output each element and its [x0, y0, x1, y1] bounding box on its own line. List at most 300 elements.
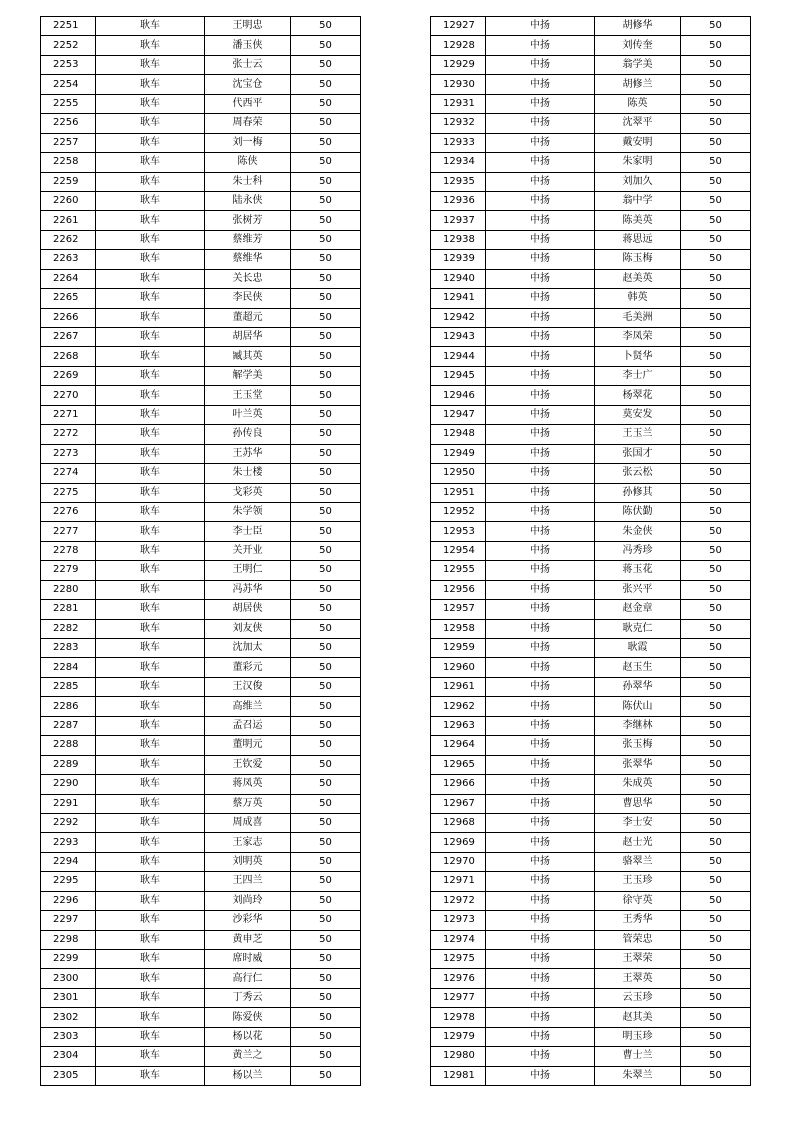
- row-number-cell: 12975: [431, 950, 486, 969]
- location-cell: 中扬: [486, 852, 595, 871]
- person-name-cell: 王秀华: [595, 911, 681, 930]
- location-cell: 中扬: [486, 211, 595, 230]
- amount-cell: 50: [291, 114, 361, 133]
- amount-cell: 50: [681, 852, 751, 871]
- location-cell: 耿车: [96, 852, 205, 871]
- table-row: [431, 561, 751, 580]
- row-number-cell: 12948: [431, 425, 486, 444]
- row-number-cell: 12969: [431, 833, 486, 852]
- amount-cell: 50: [291, 386, 361, 405]
- location-cell: 中扬: [486, 716, 595, 735]
- person-name-cell: 朱学领: [205, 502, 291, 521]
- person-name-cell: 王四兰: [205, 872, 291, 891]
- table-row: [431, 600, 751, 619]
- location-cell: 耿车: [96, 600, 205, 619]
- table-row: [431, 677, 751, 696]
- amount-cell: 50: [681, 794, 751, 813]
- person-name-cell: 刘尚玲: [205, 891, 291, 910]
- row-number-cell: 12974: [431, 930, 486, 949]
- table-row: [41, 94, 361, 113]
- person-name-cell: 蔡万英: [205, 794, 291, 813]
- location-cell: 耿车: [96, 114, 205, 133]
- amount-cell: 50: [291, 794, 361, 813]
- row-number-cell: 2279: [41, 561, 96, 580]
- amount-cell: 50: [291, 619, 361, 638]
- amount-cell: 50: [681, 269, 751, 288]
- person-name-cell: 代西平: [205, 94, 291, 113]
- location-cell: 耿车: [96, 289, 205, 308]
- amount-cell: 50: [291, 697, 361, 716]
- table-row: [431, 852, 751, 871]
- amount-cell: 50: [291, 736, 361, 755]
- table-row: [431, 969, 751, 988]
- amount-cell: 50: [681, 172, 751, 191]
- amount-cell: 50: [681, 191, 751, 210]
- row-number-cell: 12966: [431, 775, 486, 794]
- location-cell: 中扬: [486, 1027, 595, 1046]
- table-row: [431, 230, 751, 249]
- person-name-cell: 刘一梅: [205, 133, 291, 152]
- location-cell: 耿车: [96, 17, 205, 36]
- row-number-cell: 2290: [41, 775, 96, 794]
- location-cell: 中扬: [486, 658, 595, 677]
- row-number-cell: 2268: [41, 347, 96, 366]
- person-name-cell: 朱士科: [205, 172, 291, 191]
- table-row: [41, 1008, 361, 1027]
- location-cell: 中扬: [486, 36, 595, 55]
- table-row: [431, 755, 751, 774]
- person-name-cell: 孙修其: [595, 483, 681, 502]
- location-cell: 中扬: [486, 950, 595, 969]
- person-name-cell: 刘加久: [595, 172, 681, 191]
- row-number-cell: 2256: [41, 114, 96, 133]
- amount-cell: 50: [681, 1066, 751, 1085]
- row-number-cell: 2253: [41, 55, 96, 74]
- row-number-cell: 12939: [431, 250, 486, 269]
- amount-cell: 50: [681, 464, 751, 483]
- location-cell: 耿车: [96, 969, 205, 988]
- row-number-cell: 2261: [41, 211, 96, 230]
- location-cell: 中扬: [486, 600, 595, 619]
- person-name-cell: 胡修兰: [595, 75, 681, 94]
- row-number-cell: 2293: [41, 833, 96, 852]
- person-name-cell: 朱翠兰: [595, 1066, 681, 1085]
- location-cell: 耿车: [96, 833, 205, 852]
- amount-cell: 50: [681, 1027, 751, 1046]
- row-number-cell: 12968: [431, 813, 486, 832]
- table-row: [431, 328, 751, 347]
- table-row: [41, 172, 361, 191]
- row-number-cell: 12933: [431, 133, 486, 152]
- table-row: [431, 794, 751, 813]
- person-name-cell: 孙传良: [205, 425, 291, 444]
- person-name-cell: 李士安: [595, 813, 681, 832]
- location-cell: 耿车: [96, 930, 205, 949]
- table-row: [431, 483, 751, 502]
- amount-cell: 50: [291, 1066, 361, 1085]
- table-row: [41, 950, 361, 969]
- location-cell: 耿车: [96, 950, 205, 969]
- table-row: [431, 269, 751, 288]
- table-row: [431, 464, 751, 483]
- person-name-cell: 关长忠: [205, 269, 291, 288]
- person-name-cell: 李凤荣: [595, 328, 681, 347]
- row-number-cell: 12946: [431, 386, 486, 405]
- row-number-cell: 12965: [431, 755, 486, 774]
- amount-cell: 50: [681, 386, 751, 405]
- table-row: [431, 891, 751, 910]
- person-name-cell: 赵玉生: [595, 658, 681, 677]
- table-row: [41, 1027, 361, 1046]
- location-cell: 中扬: [486, 444, 595, 463]
- person-name-cell: 蒋思远: [595, 230, 681, 249]
- row-number-cell: 12944: [431, 347, 486, 366]
- location-cell: 中扬: [486, 405, 595, 424]
- row-number-cell: 12972: [431, 891, 486, 910]
- table-row: [431, 541, 751, 560]
- location-cell: 耿车: [96, 250, 205, 269]
- row-number-cell: 2285: [41, 677, 96, 696]
- row-number-cell: 12973: [431, 911, 486, 930]
- location-cell: 耿车: [96, 347, 205, 366]
- location-cell: 耿车: [96, 580, 205, 599]
- row-number-cell: 12935: [431, 172, 486, 191]
- row-number-cell: 12976: [431, 969, 486, 988]
- location-cell: 中扬: [486, 639, 595, 658]
- table-row: [41, 716, 361, 735]
- row-number-cell: 12936: [431, 191, 486, 210]
- amount-cell: 50: [291, 153, 361, 172]
- location-cell: 耿车: [96, 872, 205, 891]
- amount-cell: 50: [681, 289, 751, 308]
- location-cell: 中扬: [486, 697, 595, 716]
- row-number-cell: 12942: [431, 308, 486, 327]
- location-cell: 中扬: [486, 464, 595, 483]
- amount-cell: 50: [291, 405, 361, 424]
- location-cell: 中扬: [486, 172, 595, 191]
- location-cell: 中扬: [486, 153, 595, 172]
- row-number-cell: 2262: [41, 230, 96, 249]
- row-number-cell: 12949: [431, 444, 486, 463]
- person-name-cell: 沈加太: [205, 639, 291, 658]
- table-row: [41, 269, 361, 288]
- location-cell: 耿车: [96, 716, 205, 735]
- row-number-cell: 2284: [41, 658, 96, 677]
- location-cell: 耿车: [96, 658, 205, 677]
- amount-cell: 50: [681, 755, 751, 774]
- location-cell: 中扬: [486, 813, 595, 832]
- location-cell: 耿车: [96, 425, 205, 444]
- table-row: [41, 386, 361, 405]
- amount-cell: 50: [291, 833, 361, 852]
- row-number-cell: 2283: [41, 639, 96, 658]
- table-row: [41, 250, 361, 269]
- amount-cell: 50: [681, 230, 751, 249]
- location-cell: 耿车: [96, 94, 205, 113]
- table-row: [41, 464, 361, 483]
- location-cell: 中扬: [486, 1066, 595, 1085]
- person-name-cell: 席时威: [205, 950, 291, 969]
- table-row: [431, 619, 751, 638]
- person-name-cell: 莫安发: [595, 405, 681, 424]
- table-row: [41, 289, 361, 308]
- person-name-cell: 李士臣: [205, 522, 291, 541]
- person-name-cell: 张树芳: [205, 211, 291, 230]
- row-number-cell: 12961: [431, 677, 486, 696]
- table-row: [431, 114, 751, 133]
- table-row: [41, 483, 361, 502]
- location-cell: 耿车: [96, 366, 205, 385]
- amount-cell: 50: [681, 950, 751, 969]
- location-cell: 中扬: [486, 677, 595, 696]
- person-name-cell: 赵美英: [595, 269, 681, 288]
- amount-cell: 50: [291, 483, 361, 502]
- table-row: [431, 444, 751, 463]
- amount-cell: 50: [291, 716, 361, 735]
- table-row: [431, 639, 751, 658]
- location-cell: 耿车: [96, 619, 205, 638]
- location-cell: 耿车: [96, 405, 205, 424]
- person-name-cell: 孙翠华: [595, 677, 681, 696]
- amount-cell: 50: [681, 891, 751, 910]
- table-row: [41, 1047, 361, 1066]
- amount-cell: 50: [681, 17, 751, 36]
- location-cell: 中扬: [486, 930, 595, 949]
- person-name-cell: 刘传奎: [595, 36, 681, 55]
- location-cell: 耿车: [96, 891, 205, 910]
- row-number-cell: 2288: [41, 736, 96, 755]
- row-number-cell: 2298: [41, 930, 96, 949]
- table-row: [41, 794, 361, 813]
- location-cell: 中扬: [486, 1047, 595, 1066]
- location-cell: 耿车: [96, 444, 205, 463]
- table-row: [41, 658, 361, 677]
- amount-cell: 50: [681, 522, 751, 541]
- table-row: [431, 580, 751, 599]
- row-number-cell: 12931: [431, 94, 486, 113]
- location-cell: 耿车: [96, 988, 205, 1007]
- person-name-cell: 王玉珍: [595, 872, 681, 891]
- table-row: [41, 133, 361, 152]
- person-name-cell: 胡居侠: [205, 600, 291, 619]
- amount-cell: 50: [291, 872, 361, 891]
- row-number-cell: 2304: [41, 1047, 96, 1066]
- table-row: [41, 153, 361, 172]
- location-cell: 中扬: [486, 55, 595, 74]
- row-number-cell: 2273: [41, 444, 96, 463]
- row-number-cell: 12980: [431, 1047, 486, 1066]
- table-row: [41, 444, 361, 463]
- table-row: [431, 522, 751, 541]
- location-cell: 耿车: [96, 775, 205, 794]
- table-row: [41, 561, 361, 580]
- table-row: [41, 1066, 361, 1085]
- location-cell: 耿车: [96, 269, 205, 288]
- amount-cell: 50: [291, 541, 361, 560]
- amount-cell: 50: [291, 600, 361, 619]
- amount-cell: 50: [291, 36, 361, 55]
- table-row: [431, 386, 751, 405]
- location-cell: 中扬: [486, 386, 595, 405]
- amount-cell: 50: [681, 75, 751, 94]
- location-cell: 耿车: [96, 36, 205, 55]
- person-name-cell: 云玉珍: [595, 988, 681, 1007]
- table-row: [431, 366, 751, 385]
- row-number-cell: 12937: [431, 211, 486, 230]
- person-name-cell: 黄申芝: [205, 930, 291, 949]
- location-cell: 中扬: [486, 133, 595, 152]
- row-number-cell: 2300: [41, 969, 96, 988]
- row-number-cell: 2259: [41, 172, 96, 191]
- amount-cell: 50: [291, 250, 361, 269]
- person-name-cell: 陈爱侠: [205, 1008, 291, 1027]
- table-row: [431, 988, 751, 1007]
- row-number-cell: 2296: [41, 891, 96, 910]
- amount-cell: 50: [681, 736, 751, 755]
- row-number-cell: 2275: [41, 483, 96, 502]
- amount-cell: 50: [681, 55, 751, 74]
- location-cell: 耿车: [96, 308, 205, 327]
- person-name-cell: 沈翠平: [595, 114, 681, 133]
- person-name-cell: 戈彩英: [205, 483, 291, 502]
- amount-cell: 50: [291, 911, 361, 930]
- table-row: [41, 736, 361, 755]
- person-name-cell: 叶兰英: [205, 405, 291, 424]
- row-number-cell: 12955: [431, 561, 486, 580]
- location-cell: 耿车: [96, 1027, 205, 1046]
- person-name-cell: 周成喜: [205, 813, 291, 832]
- location-cell: 中扬: [486, 969, 595, 988]
- location-cell: 耿车: [96, 464, 205, 483]
- row-number-cell: 2292: [41, 813, 96, 832]
- amount-cell: 50: [291, 425, 361, 444]
- location-cell: 中扬: [486, 191, 595, 210]
- amount-cell: 50: [681, 502, 751, 521]
- person-name-cell: 赵金章: [595, 600, 681, 619]
- person-name-cell: 朱士楼: [205, 464, 291, 483]
- person-name-cell: 李民侠: [205, 289, 291, 308]
- person-name-cell: 蒋凤英: [205, 775, 291, 794]
- location-cell: 中扬: [486, 230, 595, 249]
- amount-cell: 50: [291, 950, 361, 969]
- table-row: [41, 911, 361, 930]
- amount-cell: 50: [291, 522, 361, 541]
- person-name-cell: 潘玉侠: [205, 36, 291, 55]
- table-row: [431, 211, 751, 230]
- table-row: [431, 405, 751, 424]
- table-row: [41, 988, 361, 1007]
- amount-cell: 50: [681, 153, 751, 172]
- row-number-cell: 2264: [41, 269, 96, 288]
- location-cell: 中扬: [486, 755, 595, 774]
- location-cell: 耿车: [96, 133, 205, 152]
- amount-cell: 50: [291, 133, 361, 152]
- table-row: [431, 833, 751, 852]
- table-row: [41, 522, 361, 541]
- amount-cell: 50: [681, 697, 751, 716]
- amount-cell: 50: [291, 988, 361, 1007]
- row-number-cell: 12951: [431, 483, 486, 502]
- amount-cell: 50: [681, 308, 751, 327]
- person-name-cell: 徐守英: [595, 891, 681, 910]
- row-number-cell: 2294: [41, 852, 96, 871]
- amount-cell: 50: [291, 1027, 361, 1046]
- person-name-cell: 杨以花: [205, 1027, 291, 1046]
- location-cell: 中扬: [486, 250, 595, 269]
- person-name-cell: 王明仁: [205, 561, 291, 580]
- location-cell: 中扬: [486, 775, 595, 794]
- row-number-cell: 12954: [431, 541, 486, 560]
- table-row: [41, 75, 361, 94]
- table-row: [431, 716, 751, 735]
- amount-cell: 50: [291, 930, 361, 949]
- amount-cell: 50: [681, 483, 751, 502]
- location-cell: 中扬: [486, 114, 595, 133]
- table-row: [41, 191, 361, 210]
- person-name-cell: 王家志: [205, 833, 291, 852]
- table-row: [41, 405, 361, 424]
- person-name-cell: 朱家明: [595, 153, 681, 172]
- location-cell: 耿车: [96, 153, 205, 172]
- person-name-cell: 胡修华: [595, 17, 681, 36]
- table-row: [431, 697, 751, 716]
- row-number-cell: 12956: [431, 580, 486, 599]
- table-row: [431, 308, 751, 327]
- amount-cell: 50: [681, 716, 751, 735]
- person-name-cell: 黄兰之: [205, 1047, 291, 1066]
- person-name-cell: 董彩元: [205, 658, 291, 677]
- row-number-cell: 2280: [41, 580, 96, 599]
- row-number-cell: 12938: [431, 230, 486, 249]
- amount-cell: 50: [681, 580, 751, 599]
- row-number-cell: 2265: [41, 289, 96, 308]
- amount-cell: 50: [291, 94, 361, 113]
- person-name-cell: 戴安明: [595, 133, 681, 152]
- table-row: [41, 891, 361, 910]
- person-name-cell: 张国才: [595, 444, 681, 463]
- amount-cell: 50: [291, 17, 361, 36]
- location-cell: 中扬: [486, 347, 595, 366]
- person-name-cell: 明玉珍: [595, 1027, 681, 1046]
- location-cell: 中扬: [486, 580, 595, 599]
- amount-cell: 50: [291, 891, 361, 910]
- amount-cell: 50: [291, 464, 361, 483]
- person-name-cell: 解学美: [205, 366, 291, 385]
- row-number-cell: 12934: [431, 153, 486, 172]
- person-name-cell: 朱成英: [595, 775, 681, 794]
- location-cell: 中扬: [486, 736, 595, 755]
- table-row: [41, 541, 361, 560]
- amount-cell: 50: [681, 347, 751, 366]
- table-row: [431, 36, 751, 55]
- table-row: [431, 775, 751, 794]
- person-name-cell: 耿克仁: [595, 619, 681, 638]
- location-cell: 中扬: [486, 308, 595, 327]
- location-cell: 耿车: [96, 502, 205, 521]
- amount-cell: 50: [681, 1008, 751, 1027]
- person-name-cell: 曹思华: [595, 794, 681, 813]
- person-name-cell: 关开业: [205, 541, 291, 560]
- amount-cell: 50: [291, 328, 361, 347]
- table-row: [431, 94, 751, 113]
- table-row: [431, 736, 751, 755]
- row-number-cell: 2299: [41, 950, 96, 969]
- row-number-cell: 2258: [41, 153, 96, 172]
- row-number-cell: 12929: [431, 55, 486, 74]
- amount-cell: 50: [291, 75, 361, 94]
- location-cell: 耿车: [96, 172, 205, 191]
- person-name-cell: 王汉俊: [205, 677, 291, 696]
